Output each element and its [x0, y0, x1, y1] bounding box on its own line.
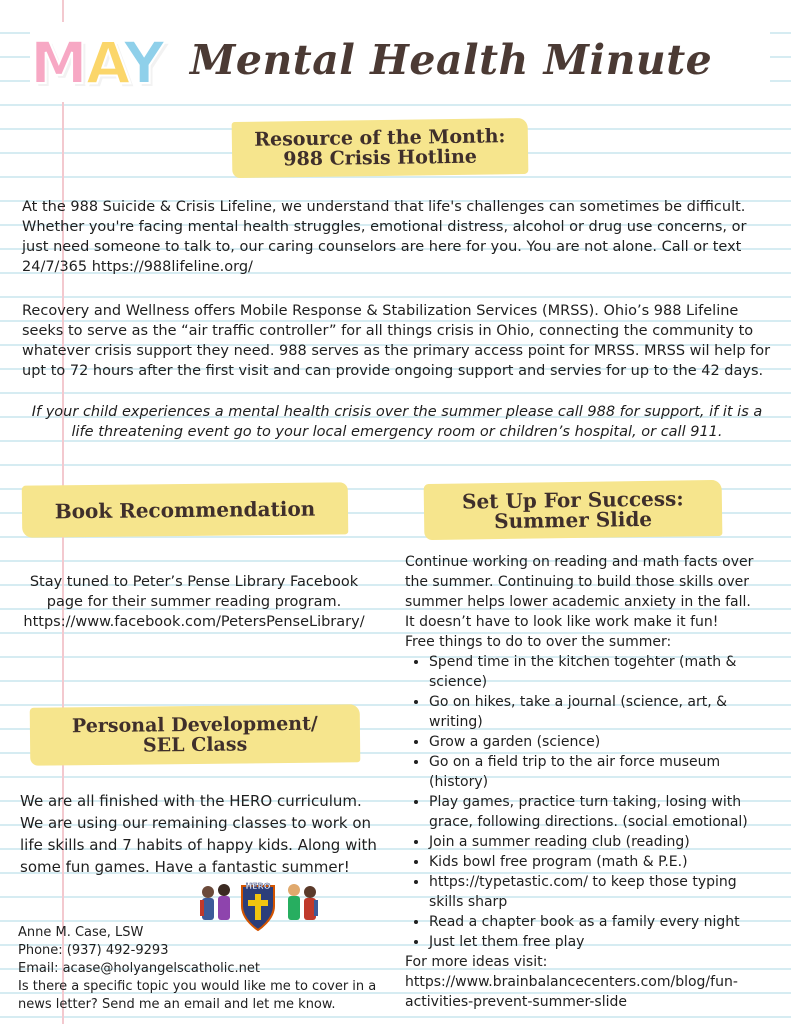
summer-ideas-list	[405, 652, 757, 952]
resource-paragraph-2: Recovery and Wellness offers Mobile Response & Stabilization Services (MRSS). Ohio’s 988 Lifeline seeks to serve as the “air traffic controller” for all things crisis in Ohio, connecting the community to whatever crisis support they need. 988 serves as the primary access point for MRSS. MRSS wil help for upt to 72 hours after the first visit and can provide ongoing support and servies for up to the 42 days.	[22, 303, 771, 379]
list-item: • Join a summer reading club (reading)	[429, 832, 757, 852]
book-banner-title: Book Recommendation	[54, 496, 316, 524]
may-letter-y: Y	[123, 29, 164, 97]
book-text: Stay tuned to Peter’s Pense Library Facebook page for their summer reading program. https://www.facebook.com/PetersPenseLibrary/	[23, 574, 365, 630]
summer-section	[405, 552, 757, 1012]
more-ideas-label: For more ideas visit:	[405, 954, 548, 970]
list-item: • Kids bowl free program (math & P.E.)	[429, 852, 757, 872]
summer-intro: Continue working on reading and math facts over the summer. Continuing to build those skills over summer helps lower academic anxiety in the fall. It doesn’t have to look like work make it fun!	[405, 554, 754, 630]
list-item: • https://typetastic.com/ to keep those typing skills sharp	[429, 872, 757, 912]
list-item: • Spend time in the kitchen togehter (math & science)	[429, 652, 757, 692]
more-ideas-link[interactable]: https://www.brainbalancecenters.com/blog/fun-activities-prevent-summer-slide	[405, 974, 738, 1010]
resource-banner-line1: Resource of the Month:	[254, 125, 506, 151]
sel-banner	[30, 704, 361, 765]
list-item: • Play games, practice turn taking, losing with grace, following directions. (social emotional)	[429, 792, 757, 832]
resource-banner	[232, 118, 529, 178]
hero-logo-text: HERO	[245, 882, 271, 891]
contact-block	[18, 924, 378, 1014]
resource-paragraph-1: At the 988 Suicide & Crisis Lifeline, we understand that life's challenges can sometimes be difficult. Whether you're facing mental health struggles, emotional distress, alcohol or drug use concerns, or just need someone to talk to, our caring counselors are here for you. You are not alone. Call or text 24/7/365 https://988lifeline.org/	[22, 199, 747, 275]
may-letter-a: A	[85, 29, 124, 97]
contact-phone: Phone: (937) 492-9293	[18, 943, 169, 958]
summer-banner-line1: Set Up For Success:	[461, 486, 684, 514]
resource-banner-line2: 988 Crisis Hotline	[283, 145, 478, 171]
may-wordmark	[30, 29, 164, 97]
list-item: • Just let them free play	[429, 932, 757, 952]
sel-banner-line2: SEL Class	[142, 733, 248, 757]
contact-question: Is there a specific topic you would like me to cover in a news letter? Send me an email and let me know.	[18, 979, 377, 1012]
summer-banner-line2: Summer Slide	[494, 506, 653, 534]
contact-email[interactable]: Email: acase@holyangelscatholic.net	[18, 961, 261, 976]
book-banner	[22, 482, 349, 537]
sel-banner-line1: Personal Development/	[71, 712, 318, 738]
may-letter-m: M	[30, 29, 86, 97]
summer-banner	[424, 480, 723, 540]
sel-text: We are all finished with the HERO curriculum. We are using our remaining classes to work on life skills and 7 habits of happy kids. Along with some fun games. Have a fantastic summer!	[20, 792, 377, 876]
header	[30, 22, 770, 102]
list-item: • Go on a field trip to the air force museum (history)	[429, 752, 757, 792]
list-item: • Grow a garden (science)	[429, 732, 757, 752]
summer-list-heading: Free things to do to over the summer:	[405, 634, 672, 650]
crisis-note: If your child experiences a mental health crisis over the summer please call 988 for support, if it is a life threatening event go to your local emergency room or children’s hospital, or call 911.	[31, 404, 763, 440]
list-item: • Go on hikes, take a journal (science, art, & writing)	[429, 692, 757, 732]
list-item: • Read a chapter book as a family every night	[429, 912, 757, 932]
contact-name: Anne M. Case, LSW	[18, 925, 144, 940]
page-title: Mental Health Minute	[190, 36, 713, 84]
